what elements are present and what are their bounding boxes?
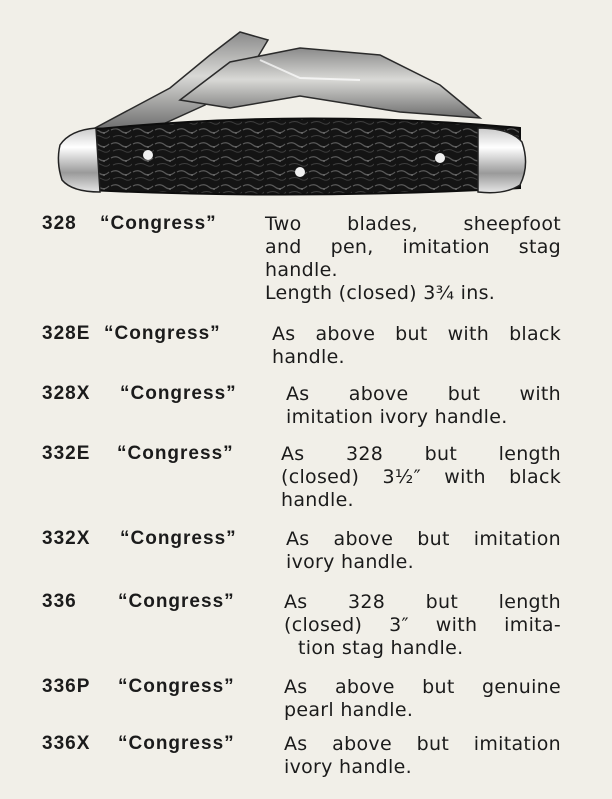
congress-pocket-knife-illustration [0, 0, 612, 205]
pin-icon [435, 153, 445, 163]
description-line: handle. [272, 346, 345, 368]
model-number: 336 [42, 591, 77, 612]
description-line: (closed) 3″ with imita- [284, 614, 561, 636]
description-line: handle. [281, 489, 354, 511]
description-line: handle. [265, 259, 338, 281]
description-line: (closed) 3½″ with black [281, 466, 561, 488]
description-line: As above but with [286, 383, 561, 405]
pin-icon [295, 167, 305, 177]
entry-code-name [42, 676, 235, 698]
model-number: 328X [42, 383, 91, 404]
model-number: 332X [42, 528, 91, 549]
model-name: “Congress” [100, 213, 217, 234]
description-line: Length (closed) 3¾ ins. [265, 282, 496, 304]
entry-description [286, 383, 561, 429]
description-line: ivory handle. [286, 551, 414, 573]
entry-description [284, 733, 561, 779]
description-line: As above but genuine [284, 676, 561, 698]
description-line: As 328 but length [281, 443, 561, 465]
entry-description [284, 591, 561, 660]
description-line: ivory handle. [284, 756, 412, 778]
right-bolster [478, 128, 526, 193]
entry-code-name [42, 733, 235, 755]
pin-icon [143, 150, 153, 160]
entry-code-name [42, 383, 237, 405]
entry-description [286, 528, 561, 574]
model-number: 332E [42, 443, 91, 464]
entry-description [284, 676, 561, 722]
entry-code-name [42, 323, 221, 345]
model-name: “Congress” [104, 323, 221, 344]
description-line: As 328 but length [284, 591, 561, 613]
description-line: tion stag handle. [298, 637, 464, 659]
entry-description [281, 443, 561, 512]
description-line: As above but imitation [286, 528, 561, 550]
description-line: As above but with black [272, 323, 561, 345]
model-name: “Congress” [120, 528, 237, 549]
model-number: 328 [42, 213, 77, 234]
entry-code-name [42, 591, 235, 613]
description-line: pearl handle. [284, 699, 414, 721]
model-number: 336P [42, 676, 91, 697]
entry-description [272, 323, 561, 369]
entry-description [265, 213, 561, 305]
model-number: 328E [42, 323, 91, 344]
description-line: As above but imitation [284, 733, 561, 755]
model-name: “Congress” [117, 443, 234, 464]
model-name: “Congress” [120, 383, 237, 404]
model-name: “Congress” [118, 733, 235, 754]
description-line: and pen, imitation stag [265, 236, 561, 258]
description-line: imitation ivory handle. [286, 406, 508, 428]
model-name: “Congress” [118, 591, 235, 612]
entry-code-name [42, 443, 234, 465]
left-bolster [58, 128, 100, 192]
description-line: Two blades, sheepfoot [265, 213, 561, 235]
entry-code-name [42, 213, 217, 235]
stag-handle [88, 118, 520, 194]
model-name: “Congress” [118, 676, 235, 697]
entry-code-name [42, 528, 237, 550]
model-number: 336X [42, 733, 91, 754]
